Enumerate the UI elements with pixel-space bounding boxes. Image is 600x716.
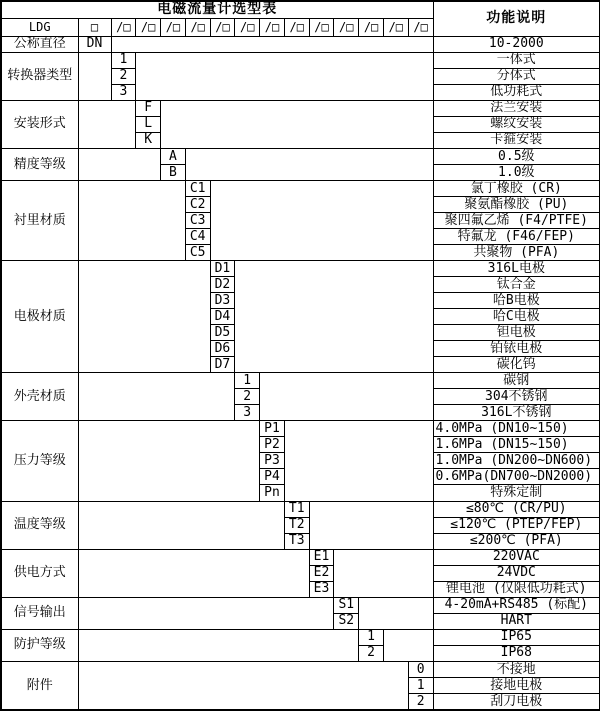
option-code: S2 <box>334 613 359 629</box>
empty-cell <box>78 629 359 661</box>
model-code-prefix: LDG <box>1 18 78 36</box>
option-desc: 4.0MPa (DN10~150) <box>433 421 600 437</box>
option-code: A <box>161 148 186 164</box>
option-desc: 220VAC <box>433 549 600 565</box>
option-code: P2 <box>260 437 285 453</box>
option-desc: 一体式 <box>433 52 600 68</box>
empty-cell <box>78 661 408 710</box>
option-code: B <box>161 164 186 180</box>
option-desc: 碳化钨 <box>433 357 600 373</box>
category-label: 供电方式 <box>1 549 78 597</box>
option-code: D1 <box>210 261 235 277</box>
category-label: 防护等级 <box>1 629 78 661</box>
option-code: C1 <box>185 180 210 196</box>
model-code-slot: /□ <box>111 18 136 36</box>
option-desc: 不接地 <box>433 661 600 677</box>
option-code: C5 <box>185 245 210 261</box>
option-desc: 316L电极 <box>433 261 600 277</box>
empty-cell <box>235 261 433 373</box>
option-code: 3 <box>235 405 260 421</box>
option-code: C3 <box>185 212 210 228</box>
option-code: 2 <box>408 693 433 710</box>
option-desc: HART <box>433 613 600 629</box>
option-desc: 哈B电极 <box>433 293 600 309</box>
option-code: DN <box>78 36 111 52</box>
option-desc: 钽电极 <box>433 325 600 341</box>
model-code-slot: /□ <box>260 18 285 36</box>
option-desc: 聚四氟乙烯 (F4/PTFE) <box>433 212 600 228</box>
model-code-slot: /□ <box>235 18 260 36</box>
model-code-slot: /□ <box>309 18 334 36</box>
option-desc: 接地电极 <box>433 677 600 693</box>
option-code: D4 <box>210 309 235 325</box>
model-code-box: □ <box>78 18 111 36</box>
empty-cell <box>161 100 434 148</box>
empty-cell <box>111 36 433 52</box>
option-desc: ≤200℃ (PFA) <box>433 533 600 549</box>
option-desc: IP65 <box>433 629 600 645</box>
option-code: T3 <box>284 533 309 549</box>
model-code-slot: /□ <box>161 18 186 36</box>
option-desc: ≤80℃ (CR/PU) <box>433 501 600 517</box>
option-desc: 氯丁橡胶 (CR) <box>433 180 600 196</box>
category-label: 温度等级 <box>1 501 78 549</box>
option-code: P4 <box>260 469 285 485</box>
empty-cell <box>78 261 210 373</box>
table-title: 电磁流量计选型表 <box>1 1 433 18</box>
option-code: K <box>136 132 161 148</box>
option-code: 2 <box>359 645 384 661</box>
empty-cell <box>78 148 161 180</box>
option-code: S1 <box>334 597 359 613</box>
option-code: D5 <box>210 325 235 341</box>
option-desc: 卡箍安装 <box>433 132 600 148</box>
model-code-slot: /□ <box>210 18 235 36</box>
option-code: T1 <box>284 501 309 517</box>
option-desc: 共聚物 (PFA) <box>433 245 600 261</box>
category-label: 精度等级 <box>1 148 78 180</box>
model-code-slot: /□ <box>136 18 161 36</box>
option-desc: 特殊定制 <box>433 485 600 501</box>
option-code: E2 <box>309 565 334 581</box>
option-desc: 碳钢 <box>433 373 600 389</box>
function-column-header: 功能说明 <box>433 1 600 36</box>
option-code: 0 <box>408 661 433 677</box>
option-desc: 0.6MPa(DN700~DN2000) <box>433 469 600 485</box>
empty-cell <box>260 373 433 421</box>
option-desc: 0.5级 <box>433 148 600 164</box>
category-label: 转换器类型 <box>1 52 78 100</box>
empty-cell <box>78 421 260 501</box>
empty-cell <box>210 180 433 260</box>
model-code-slot: /□ <box>284 18 309 36</box>
empty-cell <box>78 501 284 549</box>
option-desc: 分体式 <box>433 68 600 84</box>
empty-cell <box>136 52 433 100</box>
model-code-slot: /□ <box>334 18 359 36</box>
option-code: L <box>136 116 161 132</box>
category-label: 附件 <box>1 661 78 710</box>
category-label: 公称直径 <box>1 36 78 52</box>
empty-cell <box>78 100 136 148</box>
option-desc: 特氟龙 (F46/FEP) <box>433 228 600 244</box>
option-code: P1 <box>260 421 285 437</box>
empty-cell <box>383 629 433 661</box>
empty-cell <box>78 52 111 100</box>
category-label: 外壳材质 <box>1 373 78 421</box>
option-desc: 低功耗式 <box>433 84 600 100</box>
option-code: 3 <box>111 84 136 100</box>
option-desc: 316L不锈钢 <box>433 405 600 421</box>
option-desc: 1.0MPa (DN200~DN600) <box>433 453 600 469</box>
option-desc: 聚氨酯橡胶 (PU) <box>433 196 600 212</box>
option-code: D6 <box>210 341 235 357</box>
option-code: T2 <box>284 517 309 533</box>
option-code: E1 <box>309 549 334 565</box>
category-label: 安装形式 <box>1 100 78 148</box>
category-label: 衬里材质 <box>1 180 78 260</box>
option-code: 2 <box>235 389 260 405</box>
category-label: 电极材质 <box>1 261 78 373</box>
option-code: C4 <box>185 228 210 244</box>
option-code: 1 <box>235 373 260 389</box>
option-code: 1 <box>359 629 384 645</box>
option-code: 2 <box>111 68 136 84</box>
category-label: 信号输出 <box>1 597 78 629</box>
empty-cell <box>78 549 309 597</box>
option-desc: IP68 <box>433 645 600 661</box>
option-code: D7 <box>210 357 235 373</box>
empty-cell <box>359 597 433 629</box>
empty-cell <box>185 148 433 180</box>
option-desc: 1.0级 <box>433 164 600 180</box>
option-code: D3 <box>210 293 235 309</box>
option-desc: 铂铱电极 <box>433 341 600 357</box>
empty-cell <box>309 501 433 549</box>
option-code: E3 <box>309 581 334 597</box>
model-code-slot: /□ <box>359 18 384 36</box>
option-desc: 4-20mA+RS485 (标配) <box>433 597 600 613</box>
option-code: C2 <box>185 196 210 212</box>
option-code: 1 <box>408 677 433 693</box>
option-code: D2 <box>210 277 235 293</box>
empty-cell <box>334 549 433 597</box>
option-desc: 钛合金 <box>433 277 600 293</box>
option-desc: 法兰安装 <box>433 100 600 116</box>
empty-cell <box>78 597 334 629</box>
model-code-slot: /□ <box>185 18 210 36</box>
option-desc: 304不锈钢 <box>433 389 600 405</box>
empty-cell <box>78 373 235 421</box>
option-code: Pn <box>260 485 285 501</box>
model-code-slot: /□ <box>383 18 408 36</box>
option-desc: 刮刀电极 <box>433 693 600 710</box>
option-desc: 哈C电极 <box>433 309 600 325</box>
option-desc: 锂电池 (仅限低功耗式) <box>433 581 600 597</box>
option-desc: ≤120℃ (PTEP/FEP) <box>433 517 600 533</box>
option-code: P3 <box>260 453 285 469</box>
option-code: 1 <box>111 52 136 68</box>
option-desc: 1.6MPa (DN15~150) <box>433 437 600 453</box>
model-code-slot: /□ <box>408 18 433 36</box>
category-label: 压力等级 <box>1 421 78 501</box>
option-desc: 24VDC <box>433 565 600 581</box>
empty-cell <box>78 180 185 260</box>
option-desc: 10-2000 <box>433 36 600 52</box>
option-desc: 螺纹安装 <box>433 116 600 132</box>
option-code: F <box>136 100 161 116</box>
empty-cell <box>284 421 433 501</box>
